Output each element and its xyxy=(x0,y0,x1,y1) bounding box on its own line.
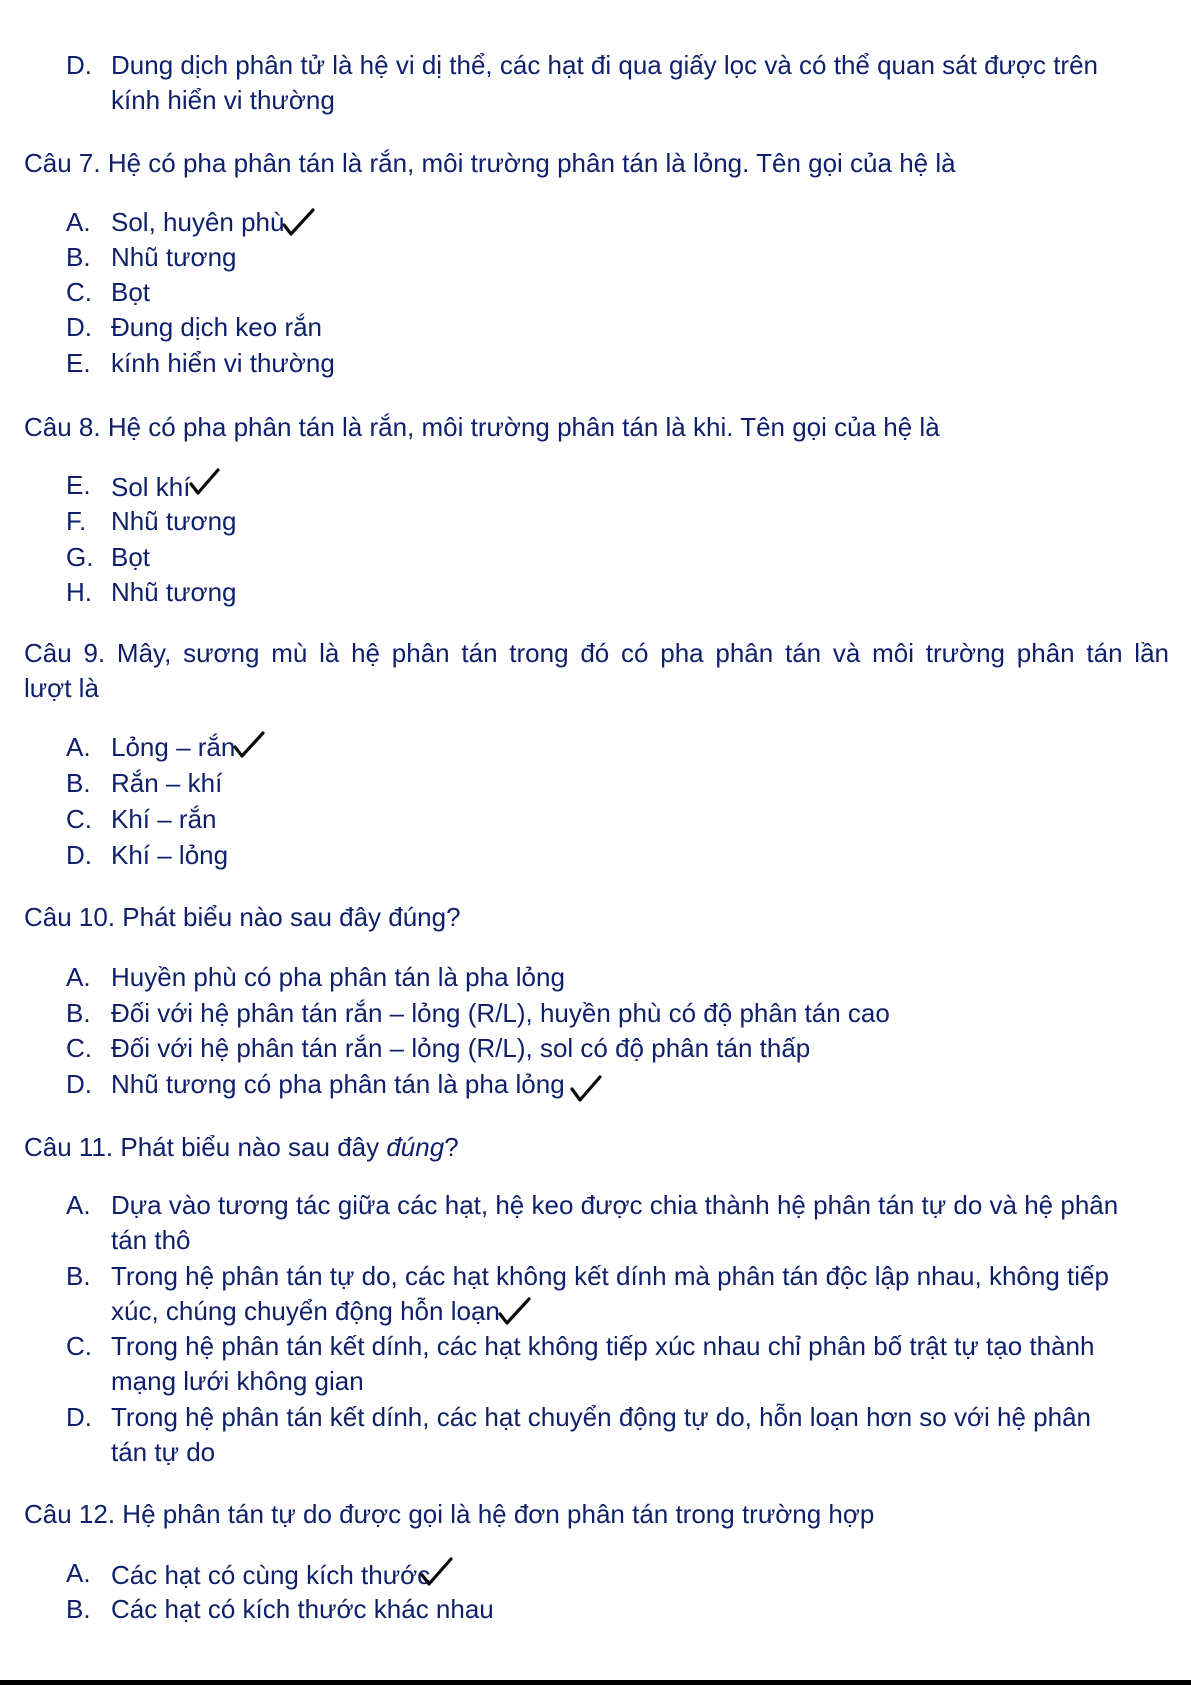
q12-option-b xyxy=(66,1592,1166,1627)
q10-option-c xyxy=(66,1031,1166,1066)
question-9-stem xyxy=(24,636,1169,706)
checkmark-icon xyxy=(418,1556,454,1586)
option-letter: G. xyxy=(66,542,94,572)
bottom-border xyxy=(0,1680,1191,1685)
q11-option-b xyxy=(66,1259,1166,1329)
option-letter: A. xyxy=(66,1558,91,1588)
checkmark-icon xyxy=(280,207,316,237)
question-12-stem: Câu 12. Hệ phân tán tự do được gọi là hệ đơn phân tán trong trường hợp xyxy=(24,1499,875,1529)
stem-suffix: ? xyxy=(444,1132,459,1162)
stem-line1: Câu 9. Mây, sương mù là hệ phân tán trong đó có pha phân tán và môi trường phân tán lần xyxy=(24,638,1169,668)
q11-option-c xyxy=(66,1329,1166,1399)
q9-option-a xyxy=(66,730,1166,765)
option-text: Nhũ tương có pha phân tán là pha lỏng xyxy=(111,1069,565,1099)
q10-option-b xyxy=(66,996,1166,1031)
q7-option-c xyxy=(66,275,1166,310)
option-letter: C. xyxy=(66,277,92,307)
option-text-line2: tán tự do xyxy=(111,1437,216,1467)
option-letter: A. xyxy=(66,732,91,762)
q7-option-d xyxy=(66,310,1166,345)
option-text-line1: Dựa vào tương tác giữa các hạt, hệ keo được chia thành hệ phân tán tự do và hệ phân xyxy=(111,1190,1119,1220)
q7-option-b xyxy=(66,240,1166,275)
checkmark-icon xyxy=(187,468,223,498)
option-letter: B. xyxy=(66,998,91,1028)
q11-option-d xyxy=(66,1400,1166,1470)
q10-option-a xyxy=(66,960,1166,995)
q7-option-a xyxy=(66,205,1166,240)
q10-option-d xyxy=(66,1067,1166,1103)
option-letter: D. xyxy=(66,50,92,80)
option-text: Khí – lỏng xyxy=(111,840,229,870)
option-letter: D. xyxy=(66,312,92,342)
q7-option-e xyxy=(66,346,1166,381)
option-letter: A. xyxy=(66,1190,91,1220)
option-text: Lỏng – rắn xyxy=(111,732,236,762)
q11-option-a xyxy=(66,1188,1166,1258)
q8-option-f xyxy=(66,504,1166,539)
option-text: Sol, huyên phù xyxy=(111,207,285,237)
option-text: Bọt xyxy=(111,277,151,307)
option-letter: E. xyxy=(66,470,91,500)
option-text: Sol khí xyxy=(111,472,191,502)
option-letter: A. xyxy=(66,207,91,237)
stem-line2: lượt là xyxy=(24,673,99,703)
question-11-stem xyxy=(24,1130,1169,1165)
option-text: Nhũ tương xyxy=(111,506,237,536)
option-text-line1: Dung dịch phân tử là hệ vi dị thể, các hạt đi qua giấy lọc và có thể quan sát được trên xyxy=(111,50,1099,80)
option-letter: B. xyxy=(66,1594,91,1624)
option-text: Huyền phù có pha phân tán là pha lỏng xyxy=(111,962,565,992)
option-text: Các hạt có cùng kích thước xyxy=(111,1560,431,1590)
option-letter: B. xyxy=(66,768,91,798)
option-letter: B. xyxy=(66,1261,91,1291)
option-letter: F. xyxy=(66,506,87,536)
option-text-line2: xúc, chúng chuyển động hỗn loạn xyxy=(111,1296,500,1326)
option-text: kính hiển vi thường xyxy=(111,348,335,378)
checkmark-icon xyxy=(231,730,267,760)
option-text-line2: mạng lưới không gian xyxy=(111,1366,364,1396)
option-letter: C. xyxy=(66,1331,92,1361)
q8-option-g xyxy=(66,540,1166,575)
option-letter: E. xyxy=(66,348,91,378)
q9-option-c xyxy=(66,802,1166,837)
option-text-line2: tán thô xyxy=(111,1225,191,1255)
option-letter: A. xyxy=(66,962,91,992)
option-text: Đối với hệ phân tán rắn – lỏng (R/L), huyền phù có độ phân tán cao xyxy=(111,998,890,1028)
option-text: Bọt xyxy=(111,542,151,572)
option-text: Rắn – khí xyxy=(111,768,223,798)
option-text-line1: Trong hệ phân tán tự do, các hạt không kết dính mà phân tán độc lập nhau, không tiếp xyxy=(111,1261,1109,1291)
q8-option-e xyxy=(66,468,1166,505)
checkmark-icon xyxy=(496,1296,532,1326)
option-letter: C. xyxy=(66,1033,92,1063)
stem-emphasis: đúng xyxy=(386,1132,445,1162)
option-text: Nhũ tương xyxy=(111,577,237,607)
q6-option-d xyxy=(66,48,1166,118)
option-letter: D. xyxy=(66,1069,92,1099)
option-text: Nhũ tương xyxy=(111,242,237,272)
option-letter: D. xyxy=(66,840,92,870)
question-7-stem: Câu 7. Hệ có pha phân tán là rắn, môi trường phân tán là lỏng. Tên gọi của hệ là xyxy=(24,148,956,178)
option-text: Khí – rắn xyxy=(111,804,217,834)
checkmark-icon xyxy=(568,1073,604,1103)
q8-option-h xyxy=(66,575,1166,610)
option-text: Đung dịch keo rắn xyxy=(111,312,323,342)
option-letter: H. xyxy=(66,577,92,607)
q9-option-d xyxy=(66,838,1166,873)
question-10-stem: Câu 10. Phát biểu nào sau đây đúng? xyxy=(24,902,461,932)
option-text-line2: kính hiển vi thường xyxy=(111,85,335,115)
option-text-line1: Trong hệ phân tán kết dính, các hạt không tiếp xúc nhau chỉ phân bố trật tự tạo thành xyxy=(111,1331,1095,1361)
q12-option-a xyxy=(66,1556,1166,1593)
option-letter: C. xyxy=(66,804,92,834)
option-text: Đối với hệ phân tán rắn – lỏng (R/L), sol có độ phân tán thấp xyxy=(111,1033,811,1063)
option-text: Các hạt có kích thước khác nhau xyxy=(111,1594,494,1624)
option-letter: B. xyxy=(66,242,91,272)
option-letter: D. xyxy=(66,1402,92,1432)
option-text-line1: Trong hệ phân tán kết dính, các hạt chuyển động tự do, hỗn loạn hơn so với hệ phân xyxy=(111,1402,1092,1432)
question-8-stem: Câu 8. Hệ có pha phân tán là rắn, môi trường phân tán là khi. Tên gọi của hệ là xyxy=(24,412,940,442)
stem-prefix: Câu 11. Phát biểu nào sau đây xyxy=(24,1132,387,1162)
q9-option-b xyxy=(66,766,1166,801)
